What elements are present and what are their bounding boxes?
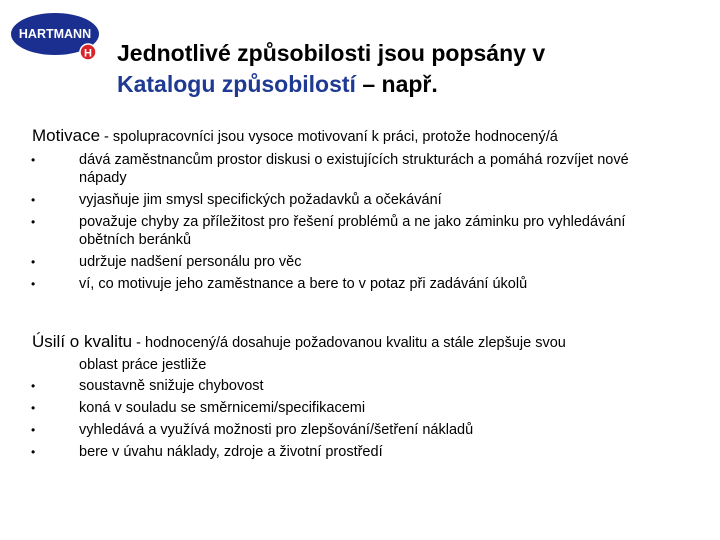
bullet: • xyxy=(31,215,36,229)
bullet: • xyxy=(31,277,36,291)
bullet: • xyxy=(31,401,36,415)
list-item xyxy=(0,377,669,395)
bullet: • xyxy=(31,255,36,269)
section-lead-motivation: Motivace xyxy=(32,126,101,145)
title-line-2 xyxy=(117,69,707,100)
bullet: • xyxy=(31,423,36,437)
section-description-continuation: oblast práce jestliže xyxy=(79,357,207,373)
list-item xyxy=(0,191,669,209)
bullet: • xyxy=(31,193,36,207)
bullet: • xyxy=(31,379,36,393)
list-item-text: udržuje nadšení personálu pro věc xyxy=(79,254,302,270)
list-item xyxy=(0,213,669,249)
logo-cross-mark: H xyxy=(84,47,92,60)
list-item-text: vyjasňuje jim smysl specifických požadavků a očekávání xyxy=(79,192,442,208)
bullet: • xyxy=(31,153,36,167)
logo-text: HARTMANN xyxy=(18,27,92,41)
title-catalog-link: Katalogu způsobilostí xyxy=(117,71,356,97)
list-item-text: ví, co motivuje jeho zaměstnance a bere to v potaz při zadávání úkolů xyxy=(79,276,528,292)
hartmann-logo-mark xyxy=(10,12,102,64)
list-item xyxy=(0,399,669,417)
bullet: • xyxy=(31,445,36,459)
title-line-1: Jednotlivé způsobilosti jsou popsány v xyxy=(117,40,546,66)
motivation-criteria-list xyxy=(0,151,700,297)
list-item xyxy=(0,275,669,293)
list-item-text: vyhledává a využívá možnosti pro zlepšování/šetření nákladů xyxy=(79,422,474,438)
list-item xyxy=(0,253,669,271)
section-heading-quality xyxy=(32,332,566,353)
section-heading-motivation xyxy=(32,126,558,147)
list-item-text: soustavně snižuje chybovost xyxy=(79,378,264,394)
section-description-quality: - hodnocený/á dosahuje požadovanou kvalitu a stále zlepšuje svou xyxy=(132,335,566,351)
title-line-2-rest: – např. xyxy=(355,71,438,97)
section-lead-quality: Úsilí o kvalitu xyxy=(32,332,133,351)
list-item-text: koná v souladu se směrnicemi/specifikacemi xyxy=(79,400,366,416)
section-description-motivation: - spolupracovníci jsou vysoce motivovaní k práci, protože hodnocený/á xyxy=(100,129,558,145)
list-item xyxy=(0,421,669,439)
list-item-text: bere v úvahu náklady, zdroje a životní prostředí xyxy=(79,444,383,460)
list-item-text: považuje chyby za příležitost pro řešení problémů a ne jako záminku pro vyhledávání obětních beránků xyxy=(79,214,626,248)
list-item-text: dává zaměstnancům prostor diskusi o existujících strukturách a pomáhá rozvíjet nové nápady xyxy=(79,152,629,186)
hartmann-logo xyxy=(10,12,102,64)
list-item xyxy=(0,151,669,187)
slide-title xyxy=(117,38,707,100)
quality-criteria-list xyxy=(0,377,700,465)
list-item xyxy=(0,443,669,461)
